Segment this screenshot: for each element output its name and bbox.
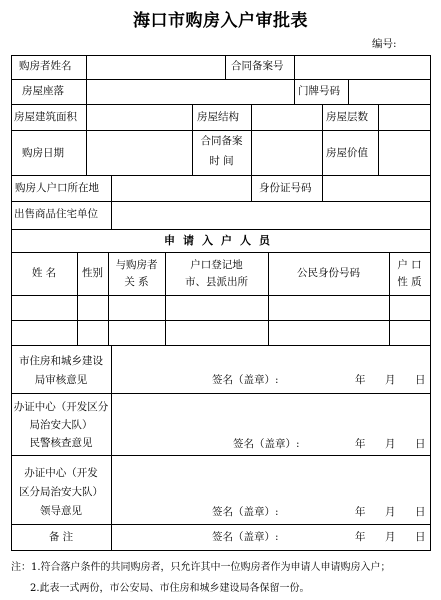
rule (378, 104, 379, 175)
rule (11, 345, 431, 346)
housing-bureau-label-1: 市住房和城乡建设 (19, 355, 103, 367)
rule (86, 104, 87, 175)
rule (86, 55, 87, 79)
rule (11, 550, 431, 551)
rule (11, 201, 431, 202)
month-label: 月 (385, 374, 396, 386)
month-label: 月 (385, 438, 396, 450)
year-label: 年 (355, 438, 366, 450)
day-label: 日 (415, 506, 426, 518)
purchase-date-label: 购房日期 (22, 147, 64, 159)
floor-count-label: 房屋层数 (326, 111, 368, 123)
col-relation-1: 与购房者 (115, 259, 158, 271)
col-name: 姓 名 (31, 267, 57, 279)
id-number-label: 身份证号码 (259, 182, 312, 194)
col-gender: 性别 (82, 267, 103, 279)
rule (11, 524, 431, 525)
year-label: 年 (355, 374, 366, 386)
rule (11, 393, 431, 394)
rule (111, 175, 112, 201)
col-registration-2: 市、县派出所 (185, 276, 248, 288)
rule (11, 130, 431, 131)
signature-label: 签名（盖章）: (212, 531, 279, 543)
section-title: 申请入户人员 (164, 234, 278, 247)
contract-number-label: 合同备案号 (231, 60, 284, 72)
police-officer-label-3: 民警核查意见 (29, 437, 93, 449)
remarks-label: 备 注 (48, 531, 74, 543)
col-relation-2: 关 系 (124, 276, 149, 288)
col-hukou-2: 性 质 (397, 276, 422, 288)
note-1: 注：1.符合落户条件的共同购房者，只允许其中一位购房者作为申请人申请购房入户； (11, 562, 391, 573)
day-label: 日 (415, 438, 426, 450)
rule (111, 201, 112, 229)
rule (322, 104, 323, 175)
signature-label: 签名（盖章）: (212, 374, 279, 386)
housing-bureau-label-2: 局审核意见 (34, 374, 88, 386)
day-label: 日 (415, 374, 426, 386)
house-value-label: 房屋价值 (326, 147, 368, 159)
contract-record-label: 合同备案 (200, 135, 243, 147)
rule (294, 55, 295, 79)
contract-time-label: 时 间 (209, 155, 234, 167)
building-area-label: 房屋建筑面积 (14, 111, 77, 123)
rule (11, 295, 431, 296)
rule (11, 175, 431, 176)
signature-label: 签名（盖章）: (212, 506, 279, 518)
door-number-label: 门牌号码 (298, 85, 340, 97)
year-label: 年 (355, 506, 366, 518)
border-right (430, 55, 431, 551)
col-registration-1: 户口登记地 (190, 259, 243, 271)
rule (11, 55, 431, 56)
police-leader-label-1: 办证中心（开发 (24, 467, 98, 479)
col-hukou-1: 户 口 (397, 259, 422, 271)
rule (11, 320, 431, 321)
rule (11, 455, 431, 456)
year-label: 年 (355, 531, 366, 543)
form-title: 海口市购房入户审批表 (133, 11, 308, 31)
rule (294, 79, 295, 104)
rule (251, 175, 252, 201)
rule (322, 175, 323, 201)
seller-label: 出售商品住宅单位 (14, 208, 98, 220)
rule (11, 252, 431, 253)
rule (348, 79, 349, 104)
police-officer-label-1: 办证中心（开发区分 (13, 401, 109, 413)
month-label: 月 (385, 506, 396, 518)
rule (251, 104, 252, 175)
rule (11, 104, 431, 105)
note-2: 2.此表一式两份，市公安局、市住房和城乡建设局各保留一份。 (30, 583, 310, 594)
police-leader-label-3: 领导意见 (40, 505, 82, 517)
location-label: 房屋座落 (22, 85, 64, 97)
structure-label: 房屋结构 (197, 111, 239, 123)
rule (111, 345, 112, 551)
rule (11, 79, 431, 80)
serial-number-label: 编号: (372, 38, 397, 50)
police-leader-label-2: 区分局治安大队） (19, 486, 103, 498)
signature-label: 签名（盖章）: (233, 438, 300, 450)
buyer-name-label: 购房者姓名 (19, 60, 72, 72)
hukou-location-label: 购房人户口所在地 (15, 182, 99, 194)
day-label: 日 (415, 531, 426, 543)
rule (225, 55, 226, 79)
month-label: 月 (385, 531, 396, 543)
col-citizen-id: 公民身份号码 (297, 267, 360, 279)
rule (86, 79, 87, 104)
police-officer-label-2: 局治安大队） (29, 419, 93, 431)
